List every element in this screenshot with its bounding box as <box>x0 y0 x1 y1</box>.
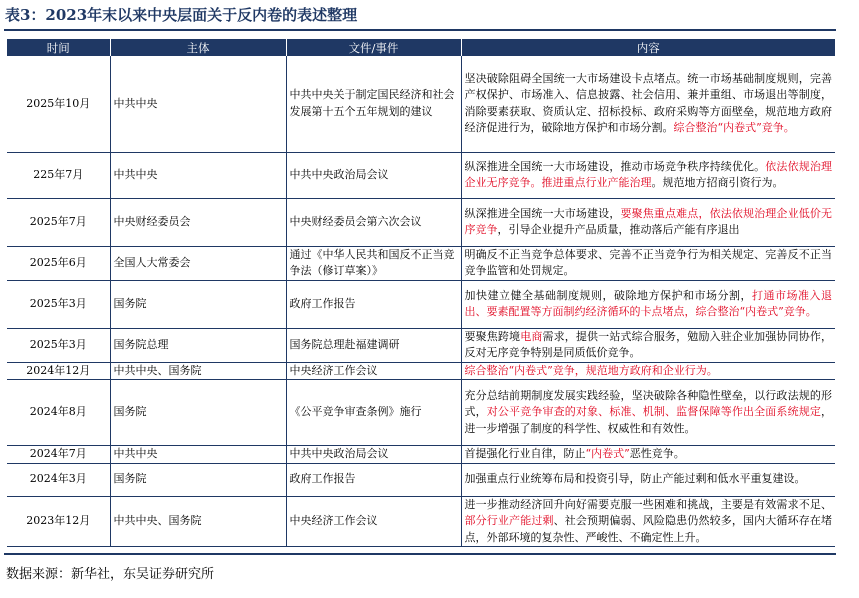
cell-subject: 中共中央、国务院 <box>110 496 286 547</box>
cell-content <box>461 328 835 362</box>
cell-document: 通过《中华人民共和国反不正当竞争法（修订草案）》 <box>286 246 461 280</box>
cell-time: 2025年3月 <box>7 280 110 328</box>
table-row <box>7 380 835 446</box>
policy-table <box>7 39 835 547</box>
cell-document: 中共中央政治局会议 <box>286 446 461 464</box>
content-text: 首提强化行业自律，防止 <box>464 447 586 460</box>
header-document: 文件/事件 <box>286 39 461 56</box>
highlight-text: 综合整治“内卷式”竞争。 <box>673 121 795 135</box>
cell-document: 政府工作报告 <box>286 280 461 328</box>
table-row <box>7 328 835 362</box>
highlight-text: 电商 <box>520 329 543 343</box>
cell-subject: 中共中央 <box>110 446 286 464</box>
table-body <box>7 56 835 547</box>
table-row <box>7 56 835 152</box>
cell-time: 2024年3月 <box>7 463 110 496</box>
content-text: 需求，提供一站式综合服务，勉励入驻企业加强协同协作，反对无序竞争特别是同质低价竞争。 <box>464 329 832 359</box>
cell-subject: 中央财经委员会 <box>110 198 286 246</box>
content-text: 要聚焦跨境 <box>464 329 521 343</box>
cell-subject: 国务院 <box>110 463 286 496</box>
cell-subject: 全国人大常委会 <box>110 246 286 280</box>
source-note: 数据来源：新华社，东吴证券研究所 <box>6 567 215 582</box>
table-row <box>7 496 835 547</box>
header-subject: 主体 <box>110 39 286 56</box>
table-row <box>7 152 835 198</box>
content-text: 恶性竞争。 <box>629 447 685 460</box>
content-text: 加强重点行业统筹布局和投资引导，防止产能过剩和低水平重复建设。 <box>464 472 806 486</box>
cell-subject: 国务院 <box>110 280 286 328</box>
cell-time: 2025年7月 <box>7 198 110 246</box>
cell-subject: 国务院 <box>110 380 286 446</box>
header-content: 内容 <box>461 39 835 56</box>
cell-document: 中央经济工作会议 <box>286 496 461 547</box>
cell-content <box>461 152 835 198</box>
table-title: 表3：2023年末以来中央层面关于反内卷的表述整理 <box>5 6 358 24</box>
table-row <box>7 198 835 246</box>
cell-content <box>461 246 835 280</box>
cell-time: 225年7月 <box>7 152 110 198</box>
table-row <box>7 362 835 380</box>
cell-document: 中央经济工作会议 <box>286 362 461 380</box>
cell-time: 2025年3月 <box>7 328 110 362</box>
cell-content <box>461 362 835 380</box>
highlight-text: 打通市场准入退出、要素配置等方面制约经济循环的卡点堵点，综合整治“内卷式”竞争。 <box>464 288 832 318</box>
cell-content <box>461 280 835 328</box>
table-row <box>7 446 835 464</box>
cell-subject: 中共中央 <box>110 56 286 152</box>
cell-document: 中共中央政治局会议 <box>286 152 461 198</box>
cell-subject: 国务院总理 <box>110 328 286 362</box>
cell-subject: 中共中央、国务院 <box>110 362 286 380</box>
content-text: 坚决破除阻碍全国统一大市场建设卡点堵点。统一市场基础制度规则，完善产权保护、市场准入、信息披露、社会信用、兼并重组、市场退出等制度，消除要素获取、资质认定、招标投标、政府采购等方面壁垒，规范地方政府经济促进行为，破除地方保护和市场分割。 <box>464 71 832 135</box>
cell-time: 2025年10月 <box>7 56 110 152</box>
cell-document: 中央财经委员会第六次会议 <box>286 198 461 246</box>
cell-subject: 中共中央 <box>110 152 286 198</box>
content-text: 、社会预期偏弱、风险隐患仍然较多，国内大循环存在堵点，外部环境的复杂性、严峻性、不确定性上升。 <box>464 514 832 544</box>
highlight-text: 依法依规治理企业无序竞争。推进重点行业产能治理 <box>464 159 832 189</box>
cell-content <box>461 56 835 152</box>
cell-time: 2023年12月 <box>7 496 110 547</box>
cell-content <box>461 198 835 246</box>
content-text: 。规范地方招商引资行为。 <box>651 176 784 189</box>
content-text: 进一步推动经济回升向好需要克服一些困难和挑战，主要是有效需求不足、 <box>464 497 832 511</box>
cell-time: 2024年12月 <box>7 362 110 380</box>
cell-time: 2024年7月 <box>7 446 110 464</box>
cell-time: 2025年6月 <box>7 246 110 280</box>
content-text: 纵深推进全国统一大市场建设， <box>464 206 621 220</box>
content-text: 明确反不正当竞争总体要求、完善不正当竞争行为相关规定、完善反不正当竞争监管和处罚规定。 <box>464 247 832 277</box>
bottom-rule <box>4 553 836 555</box>
table-row <box>7 246 835 280</box>
cell-document: 中共中央关于制定国民经济和社会发展第十五个五年规划的建议 <box>286 56 461 152</box>
cell-document: 《公平竞争审查条例》施行 <box>286 380 461 446</box>
content-text: 充分总结前期制度发展实践经验，坚决破除各种隐性壁垒，以行政法规的形式， <box>464 388 832 419</box>
cell-content <box>461 463 835 496</box>
content-text: 纵深推进全国统一大市场建设，推动市场竞争秩序持续优化。 <box>464 159 766 173</box>
table-row <box>7 280 835 328</box>
highlight-text: “内卷式” <box>585 447 630 460</box>
content-text: ，进一步增强了制度的科学性、权威性和有效性。 <box>464 405 832 435</box>
header-time: 时间 <box>7 39 110 56</box>
title-rule <box>4 29 836 31</box>
cell-content <box>461 380 835 446</box>
cell-document: 国务院总理赴福建调研 <box>286 328 461 362</box>
table-row <box>7 463 835 496</box>
highlight-text: 部分行业产能过剩 <box>464 514 554 527</box>
cell-document: 政府工作报告 <box>286 463 461 496</box>
cell-time: 2024年8月 <box>7 380 110 446</box>
cell-content <box>461 496 835 547</box>
content-text: ，引导企业提升产品质量，推动落后产能有序退出 <box>497 223 740 236</box>
content-text: 加快建立健全基础制度规则，破除地方保护和市场分割， <box>464 288 752 302</box>
highlight-text: 对公平竞争审查的对象、标准、机制、监督保障等作出全面系统规定 <box>486 405 821 419</box>
highlight-text: 综合整治“内卷式”竞争，规范地方政府和企业行为。 <box>464 363 718 377</box>
cell-content <box>461 446 835 464</box>
highlight-text: 要聚焦重点难点，依法依规治理企业低价无序竞争 <box>464 206 832 236</box>
table-header-row <box>7 39 835 56</box>
